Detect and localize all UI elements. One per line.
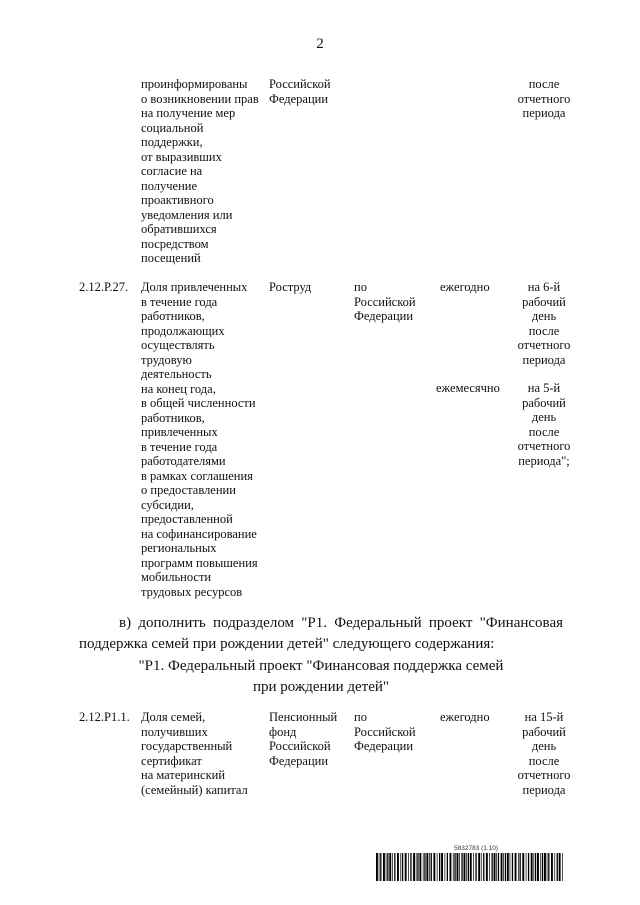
- indicator-name-continued: проинформированы о возникновении прав на получение мер социальной поддержки, от выразивших согласие на получение проактивного уведомления или обратившихся посредством посещений: [141, 77, 259, 265]
- deadline-annual: на 6-й рабочий день после отчетного периода: [517, 280, 571, 367]
- indicator-name: Доля привлеченных в течение года работников, продолжающих осуществлять трудовую деятельность на конец года, в общей численности работников, привлеченных в течение года работодателями в рамках соглашения о предоставлении субсидии, предоставленной на софинансирование региональных программ повышения мобильности трудовых ресурсов: [141, 280, 258, 599]
- indicator-name: Доля семей, получивших государственный сертификат на материнский (семейный) капитал: [141, 710, 248, 797]
- responsible-agency: Роструд: [269, 280, 312, 294]
- data-level: по Российской Федерации: [354, 710, 416, 753]
- barcode-label: 5832783 (1.10): [454, 845, 499, 852]
- row-code: 2.12.Р.27.: [79, 280, 129, 294]
- periodicity: ежегодно: [440, 710, 490, 724]
- row-code: 2.12.Р1.1.: [79, 710, 130, 724]
- data-level: по Российской Федерации: [354, 280, 416, 323]
- periodicity-monthly: ежемесячно: [436, 381, 500, 395]
- deadline-monthly: на 5-й рабочий день после отчетного периода";: [517, 381, 571, 468]
- page-number: 2: [316, 36, 324, 52]
- section-subheading: "Р1. Федеральный проект "Финансовая поддержка семей при рождении детей": [138, 658, 504, 695]
- amendment-paragraph: в) дополнить подразделом "Р1. Федеральный проект "Финансовая поддержка семей при рождении детей" следующего содержания:: [79, 615, 563, 652]
- responsible-agency-continued: Российской Федерации: [269, 77, 331, 106]
- barcode-image: [376, 853, 564, 881]
- responsible-agency: Пенсионный фонд Российской Федерации: [269, 710, 338, 768]
- deadline: на 15-й рабочий день после отчетного периода: [517, 710, 571, 797]
- periodicity-annual: ежегодно: [440, 280, 490, 294]
- deadline-continued: после отчетного периода: [517, 77, 571, 120]
